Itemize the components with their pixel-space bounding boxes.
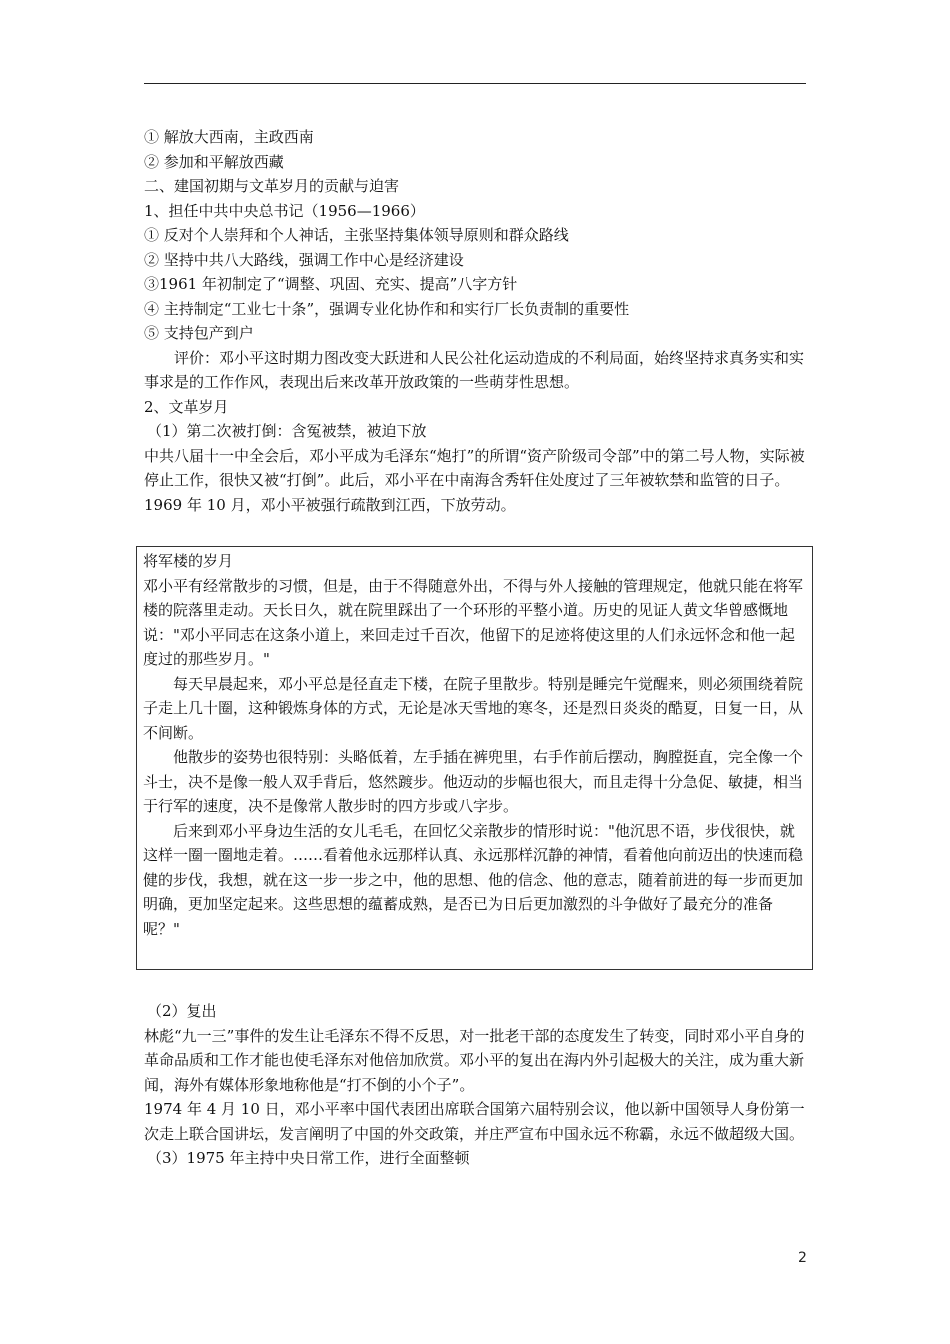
box-paragraph: 每天早晨起来，邓小平总是径直走下楼，在院子里散步。特别是睡完午觉醒来，则必须围绕着院子走上几十圈，这种锻炼身体的方式，无论是冰天雪地的寒冬，还是烈日炎炎的酷夏，日复一日，从不间断。 (143, 674, 804, 742)
section-heading: 二、建国初期与文革岁月的贡献与迫害 (144, 177, 400, 195)
box-paragraph: 他散步的姿势也很特别：头略低着，左手插在裤兜里，右手作前后摆动，胸膛挺直，完全像一个斗士，决不是像一般人双手背后，悠然踱步。他迈动的步幅也很大，而且走得十分急促、敏捷，相当于行军的速度，决不是像常人散步时的四方步或八字步。 (143, 748, 804, 815)
body-paragraph: 林彪“九一三”事件的发生让毛泽东不得不反思，对一批老干部的态度发生了转变，同时邓小平自身的革命品质和工作才能也使毛泽东对他倍加欣赏。邓小平的复出在海内外引起极大的关注，成为重大新闻，海外有媒体形象地称他是“打不倒的小个子”。 (144, 1026, 805, 1094)
point-heading: （2）复出 (147, 1002, 217, 1020)
point-heading: （3）1975 年主持中央日常工作，进行全面整顿 (147, 1149, 470, 1167)
sidebar-box (136, 546, 813, 970)
evaluation-paragraph: 评价：邓小平这时期力图改变大跃进和人民公社化运动造成的不利局面，始终坚持求真务实和实事求是的工作作风，表现出后来改革开放政策的一些萌芽性思想。 (144, 348, 805, 391)
document-body-bottom (144, 999, 812, 1171)
list-item: ④ 主持制定“工业七十条”，强调专业化协作和和实行厂长负责制的重要性 (144, 299, 630, 318)
body-paragraph: 中共八届十一中全会后，邓小平成为毛泽东“炮打”的所谓“资产阶级司令部”中的第二号人物，实际被停止工作，很快又被“打倒”。此后，邓小平在中南海含秀轩住处度过了三年被软禁和监管的日子。 (144, 446, 805, 489)
body-paragraph: 1969 年 10 月，邓小平被强行疏散到江西，下放劳动。 (144, 495, 516, 514)
list-item: ⑤ 支持包产到户 (144, 324, 254, 342)
header-rule (144, 83, 806, 84)
box-paragraph: 邓小平有经常散步的习惯，但是，由于不得随意外出，不得与外人接触的管理规定，他就只能在将军楼的院落里走动。天长日久，就在院里踩出了一个环形的平整小道。历史的见证人黄文华曾感慨地说："邓小平同志在这条小道上，来回走过千百次，他留下的足迹将使这里的人们永远怀念和他一起度过的那些岁月。" (143, 576, 804, 668)
box-title: 将军楼的岁月 (143, 552, 234, 570)
page-number: 2 (798, 1250, 807, 1266)
list-item: ③1961 年初制定了“调整、巩固、充实、提高”八字方针 (144, 275, 518, 293)
document-body-top (144, 125, 812, 517)
list-item: ① 反对个人崇拜和个人神话，主张坚持集体领导原则和群众路线 (144, 226, 569, 244)
subsection-heading: 2、文革岁月 (144, 397, 229, 416)
body-paragraph: 1974 年 4 月 10 日，邓小平率中国代表团出席联合国第六届特别会议，他以新中国领导人身份第一次走上联合国讲坛，发言阐明了中国的外交政策，并庄严宣布中国永远不称霸，永远不做超级大国。 (144, 1100, 805, 1143)
box-paragraph: 后来到邓小平身边生活的女儿毛毛，在回忆父亲散步的情形时说："他沉思不语，步伐很快，就这样一圈一圈地走着。……看着他永远那样认真、永远那样沉静的神情，看着他向前迈出的快速而稳健的步伐，我想，就在这一步一步之中，他的思想、他的信念、他的意志，随着前进的每一步而更加明确，更加坚定起来。这些思想的蕴蓄成熟，是否已为日后更加激烈的斗争做好了最充分的准备呢？" (143, 821, 804, 938)
subsection-heading: 1、担任中共中央总书记（1956—1966） (144, 201, 425, 220)
list-item: ② 坚持中共八大路线，强调工作中心是经济建设 (144, 250, 464, 269)
list-item: ② 参加和平解放西藏 (144, 152, 284, 171)
point-heading: （1）第二次被打倒：含冤被禁，被迫下放 (147, 422, 427, 440)
list-item: ① 解放大西南，主政西南 (144, 128, 314, 146)
